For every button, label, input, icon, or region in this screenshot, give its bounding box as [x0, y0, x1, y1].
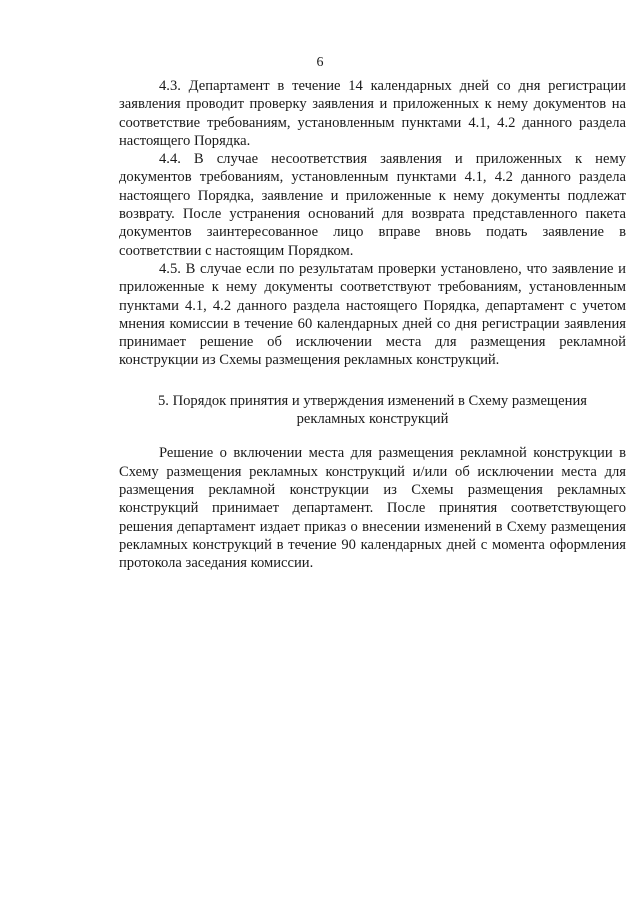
section-5-paragraph: Решение о включении места для размещения рекламной конструкции в Схему размещения рекламных конструкций и/или об исключении места для размещения рекламной конструкции из Схемы размещения рекламных конструкций принимает департамент. После принятия соответствующего решения департамент издает приказ о внесении изменений в Схему размещения рекламных конструкций в течение 90 календарных дней с момента оформления протокола заседания комиссии.: [119, 445, 626, 572]
paragraph-4-4: 4.4. В случае несоответствия заявления и приложенных к нему документов требованиям, установленным пунктами 4.1, 4.2 данного раздела настоящего Порядка, заявление и приложенные к нему документы подлежат возврату. После устранения оснований для возврата представленного пакета документов заинтересованное лицо вправе вновь подать заявление в соответствии с настоящим Порядком.: [119, 151, 626, 259]
paragraph-4-5: 4.5. В случае если по результатам проверки установлено, что заявление и приложенные к нему документы соответствуют требованиям, установленным пунктами 4.1, 4.2 данного раздела настоящего Порядка, департамент с учетом мнения комиссии в течение 60 календарных дней со дня регистрации заявления принимает решение об исключении места для размещения рекламной конструкции из Схемы размещения рекламных конструкций.: [119, 260, 626, 369]
page-number: 6: [316, 55, 324, 70]
document-body: [119, 77, 626, 572]
paragraph-4-3: 4.3. Департамент в течение 14 календарных дней со дня регистрации заявления проводит проверку заявления и приложенных к нему документов на соответствие требованиям, установленным пунктами 4.1, 4.2 данного раздела настоящего Порядка.: [119, 78, 626, 149]
section-5-heading: 5. Порядок принятия и утверждения изменений в Схему размещения рекламных конструкций: [158, 392, 587, 428]
